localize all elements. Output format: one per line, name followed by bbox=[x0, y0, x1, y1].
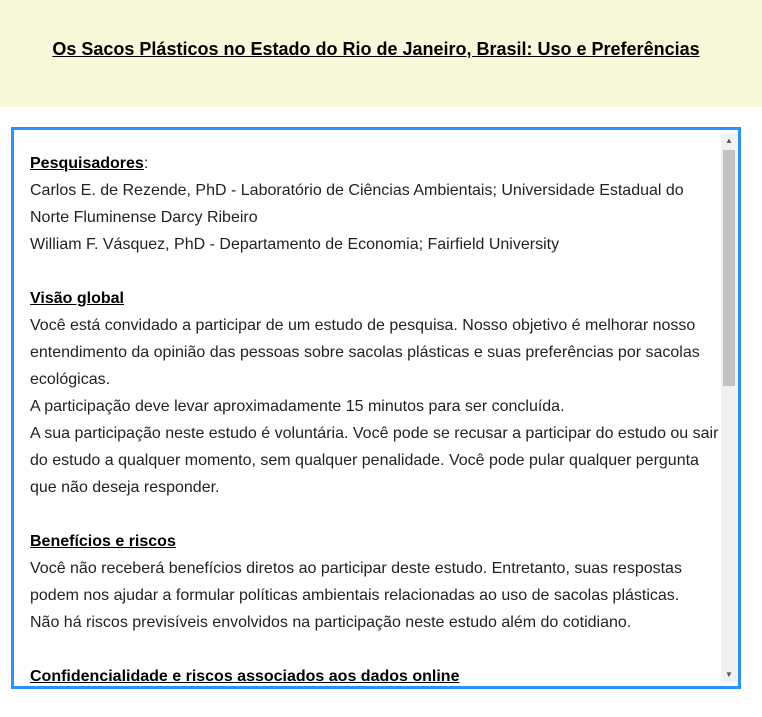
benefits-heading: Benefícios e riscos bbox=[30, 533, 176, 550]
paragraph-spacer bbox=[30, 258, 720, 285]
page-title: Os Sacos Plásticos no Estado do Rio de Janeiro, Brasil: Uso e Preferências bbox=[52, 39, 700, 59]
header-banner bbox=[0, 0, 762, 107]
paragraph-spacer bbox=[30, 636, 720, 663]
researchers-line bbox=[30, 150, 720, 177]
scrollbar-thumb[interactable] bbox=[723, 150, 735, 386]
confidentiality-heading: Confidencialidade e riscos associados aos dados online bbox=[30, 668, 460, 685]
paragraph-spacer bbox=[30, 501, 720, 528]
researchers-heading: Pesquisadores bbox=[30, 155, 144, 172]
researcher-2: William F. Vásquez, PhD - Departamento de Economia; Fairfield University bbox=[30, 236, 560, 253]
vertical-scrollbar[interactable] bbox=[721, 134, 737, 682]
chevron-down-icon[interactable]: ▼ bbox=[725, 670, 733, 679]
consent-text-box[interactable] bbox=[11, 127, 741, 689]
researcher-1: Carlos E. de Rezende, PhD - Laboratório de Ciências Ambientais; Universidade Estadual do Norte Fluminense Darcy Ribeiro bbox=[30, 182, 684, 226]
benefits-paragraph-2: Não há riscos previsíveis envolvidos na participação neste estudo além do cotidiano. bbox=[30, 614, 632, 631]
overview-paragraph-3: A sua participação neste estudo é voluntária. Você pode se recusar a participar do estudo ou sair do estudo a qualquer momento, sem qualquer penalidade. Você pode pular qualquer pergunta que não deseja responder. bbox=[30, 425, 719, 496]
overview-paragraph-1: Você está convidado a participar de um estudo de pesquisa. Nosso objetivo é melhorar nosso entendimento da opinião das pessoas sobre sacolas plásticas e suas preferências por sacolas ecológicas. bbox=[30, 317, 700, 388]
overview-paragraph-2: A participação deve levar aproximadamente 15 minutos para ser concluída. bbox=[30, 398, 565, 415]
overview-heading: Visão global bbox=[30, 290, 124, 307]
consent-content bbox=[30, 150, 720, 689]
researchers-heading-suffix: : bbox=[143, 155, 149, 172]
benefits-paragraph-1: Você não receberá benefícios diretos ao participar deste estudo. Entretanto, suas respostas podem nos ajudar a formular políticas ambientais relacionadas ao uso de sacolas plásticas. bbox=[30, 560, 682, 604]
chevron-up-icon[interactable]: ▲ bbox=[725, 136, 733, 145]
